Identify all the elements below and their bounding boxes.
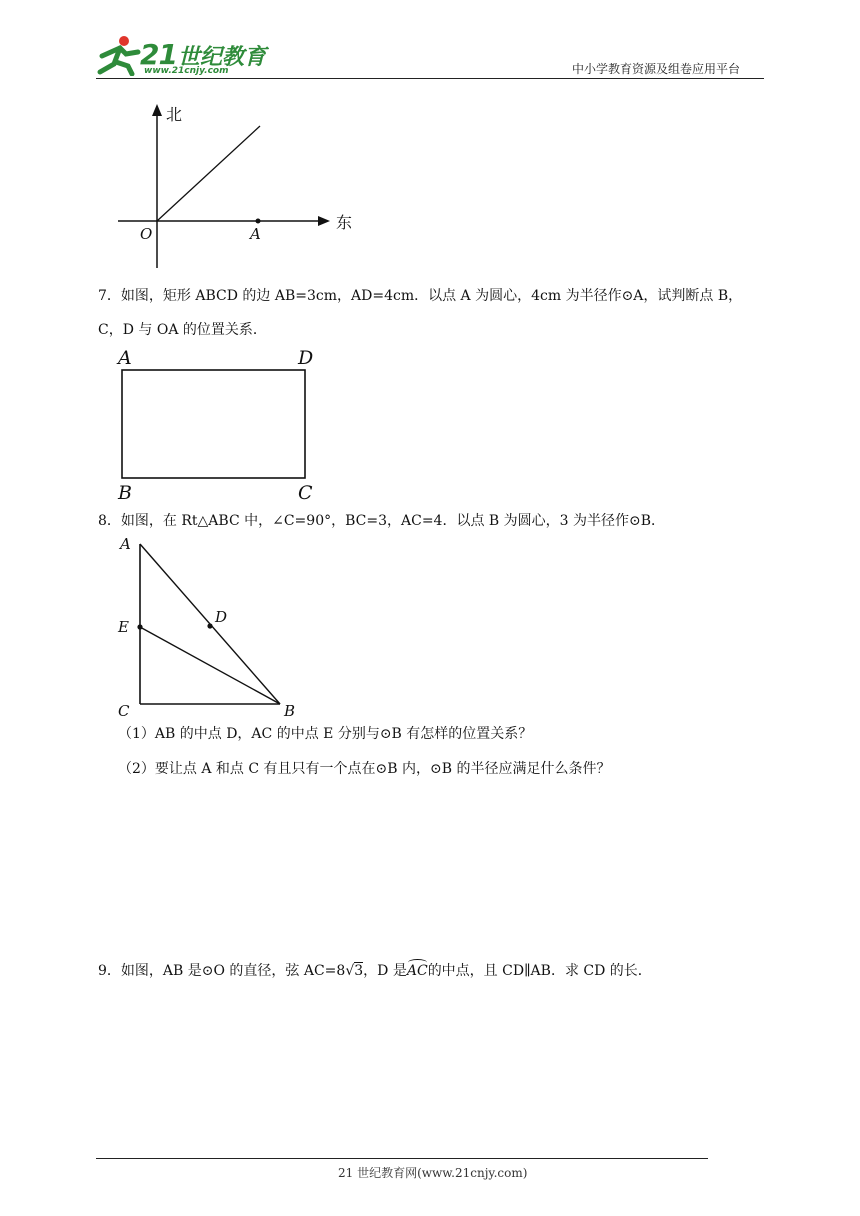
q8-text: 8．如图，在 Rt△ABC 中，∠C=90°，BC=3，AC=4．以点 B 为圆心，3 为半径作⊙B． (98, 513, 666, 529)
rect-label-d: D (298, 347, 314, 369)
runner-logo-icon (92, 34, 144, 76)
tri-label-b: B (284, 702, 296, 720)
logo-number: 21 (140, 38, 177, 71)
q9-text-part3: 的中点，且 CD∥AB．求 CD 的长． (427, 963, 652, 979)
header (0, 0, 860, 80)
header-tagline: 中小学教育资源及组卷应用平台 (572, 62, 741, 76)
q8-subquestion-2: （2）要让点 A 和点 C 有且只有一个点在⊙B 内，⊙B 的半径应满足什么条件？ (118, 761, 611, 777)
north-label: 北 (166, 105, 183, 124)
point-a-label: A (250, 225, 261, 243)
rect-label-b: B (118, 482, 132, 504)
footer-rule (96, 1158, 708, 1159)
sqrt-radicand: 3 (354, 963, 364, 979)
rectangle-figure (110, 344, 330, 504)
header-rule (96, 78, 764, 79)
tri-label-c: C (118, 702, 130, 720)
east-label: 东 (336, 213, 353, 232)
rect-label-a: A (118, 347, 132, 369)
q7-text-line1: 7．如图，矩形 ABCD 的边 AB=3cm，AD=4cm．以点 A 为圆心，4cm 为半径作⊙A，试判断点 B， (98, 288, 743, 304)
q7-text-line2: C，D 与 OA 的位置关系． (98, 322, 267, 338)
arc-ac: AC (406, 963, 428, 979)
tri-label-e: E (118, 618, 129, 636)
q9-text-part2: ，D 是 (363, 963, 407, 979)
sqrt-symbol: √ (345, 963, 355, 979)
tri-label-d: D (215, 608, 228, 626)
tri-label-a: A (120, 535, 131, 553)
rect-label-c: C (298, 482, 313, 504)
q9-text-part1: 9．如图，AB 是⊙O 的直径，弦 AC=8 (98, 963, 346, 979)
triangle-figure (112, 532, 312, 722)
q8-subquestion-1: （1）AB 的中点 D，AC 的中点 E 分别与⊙B 有怎样的位置关系？ (118, 726, 533, 742)
logo-title: 世纪教育 (178, 45, 267, 70)
footer-text: 21 世纪教育网(www.21cnjy.com) (338, 1166, 528, 1180)
q9-text (98, 961, 652, 981)
compass-figure (110, 98, 370, 278)
origin-label: O (140, 225, 153, 243)
logo-url: www.21cnjy.com (144, 66, 229, 76)
